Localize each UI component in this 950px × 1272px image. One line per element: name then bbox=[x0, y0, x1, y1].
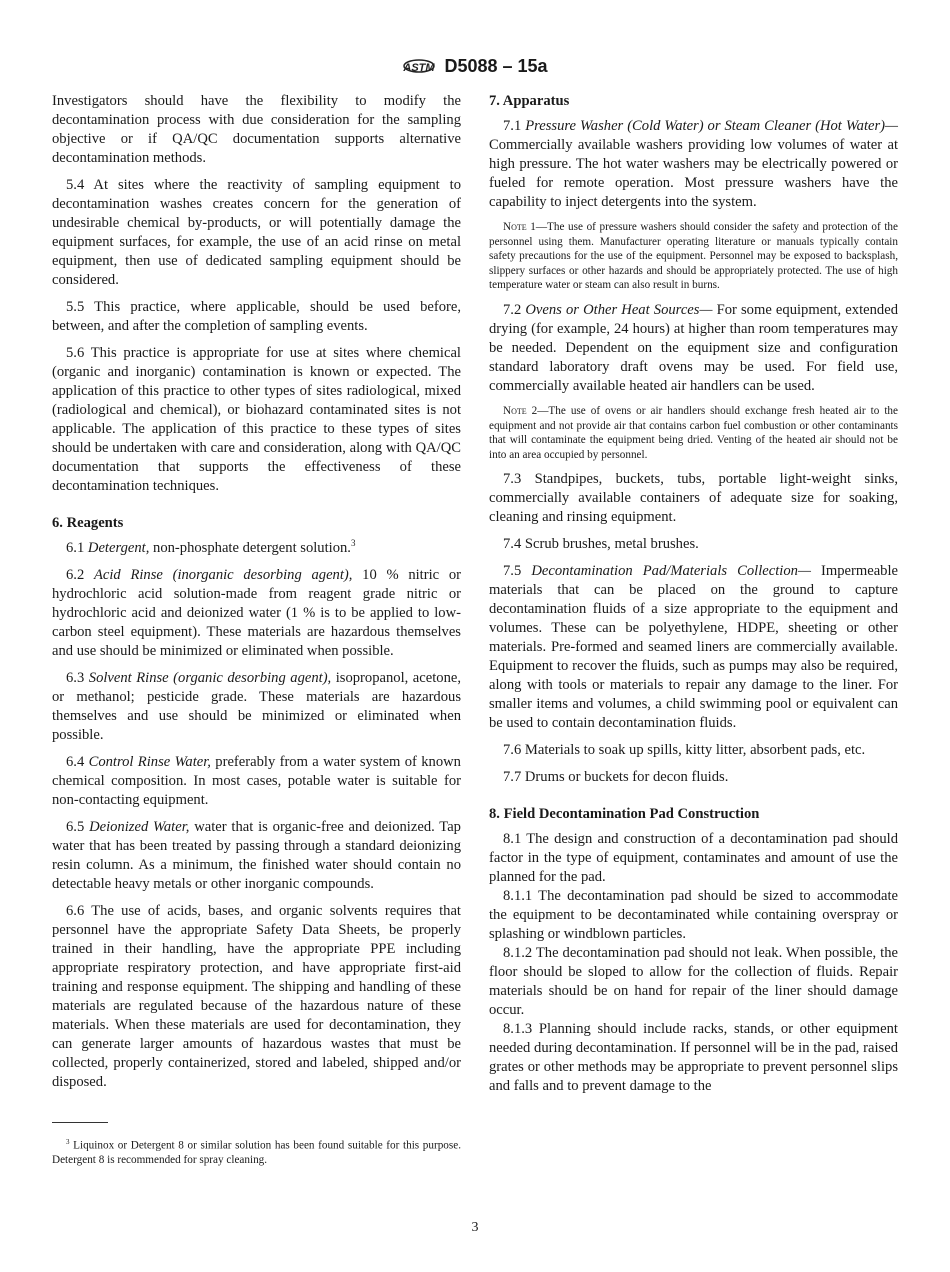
paragraph bbox=[52, 298, 461, 336]
page-header bbox=[0, 52, 950, 86]
paragraph-text: 5.5 This practice, where applicable, should be used before, between, and after the completion of sampling events. bbox=[52, 299, 461, 334]
section-heading: 6. Reagents bbox=[52, 515, 124, 531]
paragraph-number: 6.5 bbox=[66, 819, 85, 835]
note-text: —The use of pressure washers should consider the safety and protection of the personnel using them. Manufacturer operating literature or manuals typically contain safety precautions for the use of the equipment. Personnel may be exposed to backsplash, slippery surfaces or other hazards and should be appropriately protected. The use of high temperature water or steam can also result in burns. bbox=[489, 221, 898, 292]
paragraph-text: 8.1.3 Planning should include racks, stands, or other equipment needed during decontamination. If personnel will be in the pad, raised grates or other methods may be appropriate to prevent personnel slips and falls and to prevent damage to the bbox=[489, 1021, 898, 1095]
paragraph bbox=[489, 301, 898, 396]
paragraph-number: 6.3 bbox=[66, 670, 85, 686]
paragraph-term: Decontamination Pad/Materials Collection— bbox=[531, 563, 811, 580]
footnote bbox=[52, 1135, 461, 1168]
paragraph-text: isopropanol, acetone, or methanol; pesticide grade. These materials are hazardous themselves and use should be minimized or eliminated when possible. bbox=[52, 670, 461, 743]
right-column bbox=[489, 92, 898, 1096]
left-column bbox=[52, 92, 461, 1100]
paragraph-term: Control Rinse Water, bbox=[88, 754, 211, 770]
paragraph-term: Pressure Washer (Cold Water) or Steam Cleaner (Hot Water)— bbox=[525, 118, 898, 134]
section-heading: 8. Field Decontamination Pad Construction bbox=[489, 806, 760, 823]
paragraph-term: Solvent Rinse (organic desorbing agent), bbox=[88, 670, 332, 686]
paragraph-term: Acid Rinse (inorganic desorbing agent), bbox=[93, 567, 353, 583]
paragraph bbox=[489, 768, 898, 787]
paragraph bbox=[489, 470, 898, 527]
paragraph-text: For some equipment, extended drying (for example, 24 hours) at higher than room temperatures may be needed. Dependent on the equipment size and configuration standard laboratory draft ovens may be used. For field use, commercially available heated air handlers can be used. bbox=[489, 301, 898, 394]
paragraph-number: 7.1 bbox=[503, 118, 522, 134]
paragraph bbox=[52, 753, 461, 810]
paragraph bbox=[489, 562, 898, 733]
svg-text:ASTM: ASTM bbox=[403, 62, 436, 74]
paragraph-text: non-phosphate detergent solution. bbox=[153, 540, 351, 556]
paragraph-text: Investigators should have the flexibility to modify the decontamination process with due consideration for the sampling objective or if QA/QC documentation supports alternative decontamination methods. bbox=[52, 93, 461, 166]
note-block bbox=[489, 404, 898, 462]
paragraph-text: 10 % nitric or hydrochloric acid solution-made from reagent grade nitric or hydrochloric acid and deionized water (1 % is to be applied to low-carbon steel equipment). These materials are hazardous themselves and use should be minimized or eliminated when possible. bbox=[52, 567, 462, 659]
paragraph-text: 8.1 The design and construction of a decontamination pad should factor in the type of equipment, contaminates and amount of use the planned for the pad. bbox=[489, 831, 898, 886]
paragraph-number: 7.2 bbox=[503, 301, 522, 318]
paragraph bbox=[52, 176, 461, 290]
paragraph-text: 8.1.2 The decontamination pad should not leak. When possible, the floor should be sloped to allow for the collection of fluids. Repair materials should be on hand for repair of the liner should damage occur. bbox=[489, 945, 898, 1019]
paragraph bbox=[489, 535, 898, 554]
footnote-divider bbox=[52, 1122, 108, 1123]
paragraph bbox=[489, 887, 898, 944]
paragraph-text: 8.1.1 The decontamination pad should be sized to accommodate the equipment to be decontaminated while containing overspray or splashing or windblown particles. bbox=[489, 888, 898, 943]
footnote-text: Liquinox or Detergent 8 or similar solution has been found suitable for this purpose. Detergent 8 is recommended for spray cleaning. bbox=[52, 1139, 462, 1167]
paragraph-term: Ovens or Other Heat Sources— bbox=[525, 301, 713, 318]
paragraph bbox=[52, 566, 461, 661]
paragraph-number: 7.5 bbox=[503, 563, 522, 580]
paragraph bbox=[489, 944, 898, 1020]
footnote-marker: 3 bbox=[66, 1138, 70, 1146]
paragraph-text: 7.6 Materials to soak up spills, kitty litter, absorbent pads, etc. bbox=[503, 742, 866, 759]
paragraph bbox=[52, 92, 461, 168]
note-block bbox=[489, 220, 898, 293]
paragraph-text: 7.3 Standpipes, buckets, tubs, portable light-weight sinks, commercially available containers of adequate size for soaking, cleaning and rinsing equipment. bbox=[489, 471, 898, 526]
paragraph-text: preferably from a water system of known chemical composition. In most cases, potable water is suitable for non-contacting equipment. bbox=[52, 754, 461, 808]
paragraph-number: 6.2 bbox=[66, 567, 85, 583]
paragraph bbox=[52, 902, 461, 1092]
paragraph bbox=[489, 117, 898, 212]
paragraph bbox=[52, 539, 461, 558]
paragraph-term: Deionized Water, bbox=[89, 819, 190, 835]
paragraph bbox=[489, 741, 898, 760]
paragraph bbox=[52, 669, 461, 745]
paragraph bbox=[52, 344, 461, 496]
paragraph-text: 7.4 Scrub brushes, metal brushes. bbox=[503, 536, 699, 553]
paragraph-text: 7.7 Drums or buckets for decon fluids. bbox=[503, 769, 729, 786]
paragraph-number: 6.4 bbox=[66, 754, 85, 770]
paragraph-text: water that is organic-free and deionized. Tap water that has been treated by passing through a standard deionizing resin column. As a minimum, the finished water should contain no detectable heavy metals or other inorganic compounds. bbox=[52, 819, 461, 892]
footnote-reference: 3 bbox=[350, 538, 356, 549]
paragraph bbox=[52, 818, 461, 894]
document-designation: D5088 – 15a bbox=[444, 55, 548, 76]
section-heading: 7. Apparatus bbox=[489, 93, 570, 109]
note-label: Note 2 bbox=[503, 404, 538, 417]
paragraph-text: 5.6 This practice is appropriate for use at sites where chemical (organic and inorganic) contamination is known or expected. The application of this practice to other types of sites radiological, mixed (radiological and chemical), or biohazard contaminated sites is not applicable. The application of this practice to these types of sites should be undertaken with care and consideration, along with QA/QC documentation that supports the effectiveness of these decontamination techniques. bbox=[52, 345, 461, 494]
paragraph-text: Impermeable materials that can be placed on the ground to capture decontamination fluids of a size appropriate to the equipment and volumes. These can be polyethylene, HDPE, sheeting or other materials. Pre-formed and seamed liners are commercially available. Equipment to recover the fluids, such as pumps may also be required, along with tools or materials to repair any damage to the liner. For smaller items and volumes, a child swimming pool or equivalent can be used to contain decontamination fluids. bbox=[489, 563, 899, 732]
paragraph-number: 6.1 bbox=[66, 540, 85, 556]
paragraph bbox=[489, 830, 898, 887]
note-text: —The use of ovens or air handlers should exchange fresh heated air to the equipment and not provide air that contains carbon fuel combustion or other contaminants that will contaminate the equipment being dried. Venting of the heated air should not be into an area occupied by personnel. bbox=[489, 404, 898, 461]
paragraph-text: 5.4 At sites where the reactivity of sampling equipment to decontamination washes creates concern for the generation of undesirable chemical by-products, or will potentially damage the equipment surfaces, for example, the use of an acid rinse on metal equipment, then use of dedicated sampling equipment should be considered. bbox=[52, 177, 461, 288]
paragraph-term: Detergent, bbox=[87, 540, 150, 556]
paragraph-text: Commercially available washers providing low volumes of water at high pressure. The hot water washers may be electrically powered or fueled for remote operation. Most pressure washers have the capability to inject detergents into the system. bbox=[489, 137, 898, 210]
paragraph-text: 6.6 The use of acids, bases, and organic solvents requires that personnel have the appropriate Safety Data Sheets, be properly trained in their handling, have the appropriate PPE including appropriate respiratory protection, and have appropriate first-aid training and response equipment. The shipping and handling of these materials are regulated because of the hazardous nature of these materials. When these materials are used for decontamination, they can generate larger amounts of hazardous wastes that must be collected, properly containerized, stored and labeled, shipped and/or disposed. bbox=[52, 903, 461, 1090]
paragraph bbox=[489, 1020, 898, 1096]
page-number: 3 bbox=[471, 1220, 479, 1235]
note-label: Note 1 bbox=[503, 221, 536, 233]
astm-logo-icon bbox=[402, 52, 436, 80]
